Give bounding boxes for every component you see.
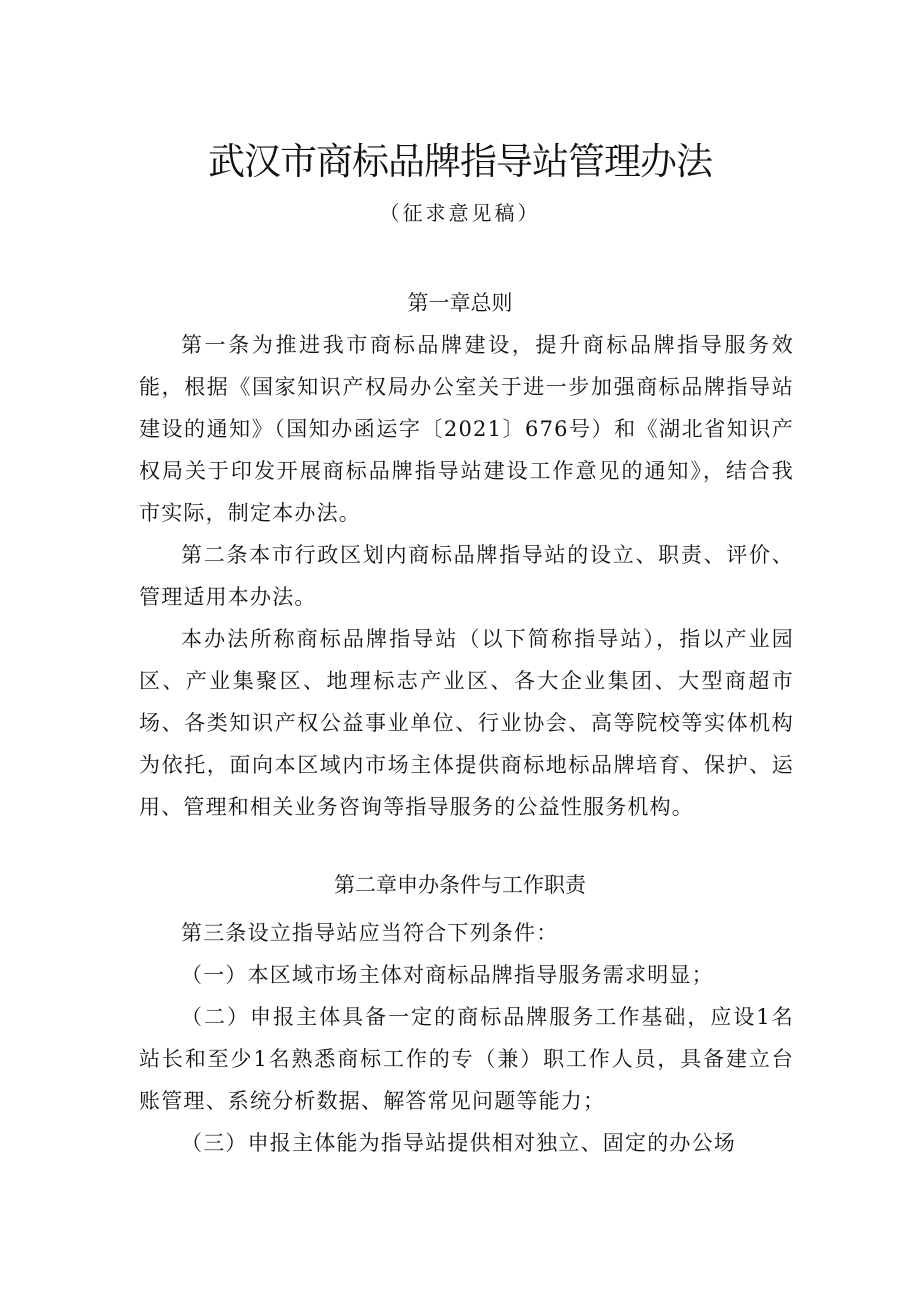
- document-subtitle: （征求意见稿）: [379, 201, 541, 225]
- condition-item-1: （一）本区域市场主体对商标品牌指导服务需求明显；: [181, 963, 714, 987]
- condition-item-2: （二）申报主体具备一定的商标品牌服务工作基础，应设1名站长和至少1名熟悉商标工作的专（兼）职工作人员，具备建立台账管理、系统分析数据、解答常见问题等能力；: [139, 1005, 794, 1113]
- article-2-paragraph: [139, 534, 794, 618]
- article-1-text: 为推进我市商标品牌建设，提升商标品牌指导服务效能，根据《国家知识产权局办公室关于进一步加强商标品牌指导站建设的通知》（国知办函运字〔2021〕676号）和《湖北省知识产权局关于印发开展商标品牌指导站建设工作意见的通知》，结合我市实际，制定本办法。: [139, 333, 794, 525]
- article-2-text: 本市行政区划内商标品牌指导站的设立、职责、评价、管理适用本办法。: [139, 543, 794, 609]
- condition-item-3: （三）申报主体能为指导站提供相对独立、固定的办公场: [181, 1131, 736, 1155]
- article-1-label: 第一条: [181, 333, 252, 357]
- article-1-paragraph: [139, 324, 794, 534]
- chapter-2-heading: 第二章申办条件与工作职责: [334, 873, 586, 897]
- chapter-1-heading: 第一章总则: [407, 291, 513, 315]
- article-3-text: 设立指导站应当符合下列条件：: [247, 921, 559, 945]
- article-3-paragraph: [139, 912, 794, 954]
- article-3-label: 第三条: [181, 921, 248, 945]
- article-2-label: 第二条: [181, 543, 250, 567]
- definition-paragraph: 本办法所称商标品牌指导站（以下简称指导站），指以产业园区、产业集聚区、地理标志产业区、各大企业集团、大型商超市场、各类知识产权公益事业单位、行业协会、高等院校等实体机构为依托，面向本区域内市场主体提供商标地标品牌培育、保护、运用、管理和相关业务咨询等指导服务的公益性服务机构。: [139, 627, 794, 819]
- document-title: 武汉市商标品牌指导站管理办法: [208, 140, 712, 183]
